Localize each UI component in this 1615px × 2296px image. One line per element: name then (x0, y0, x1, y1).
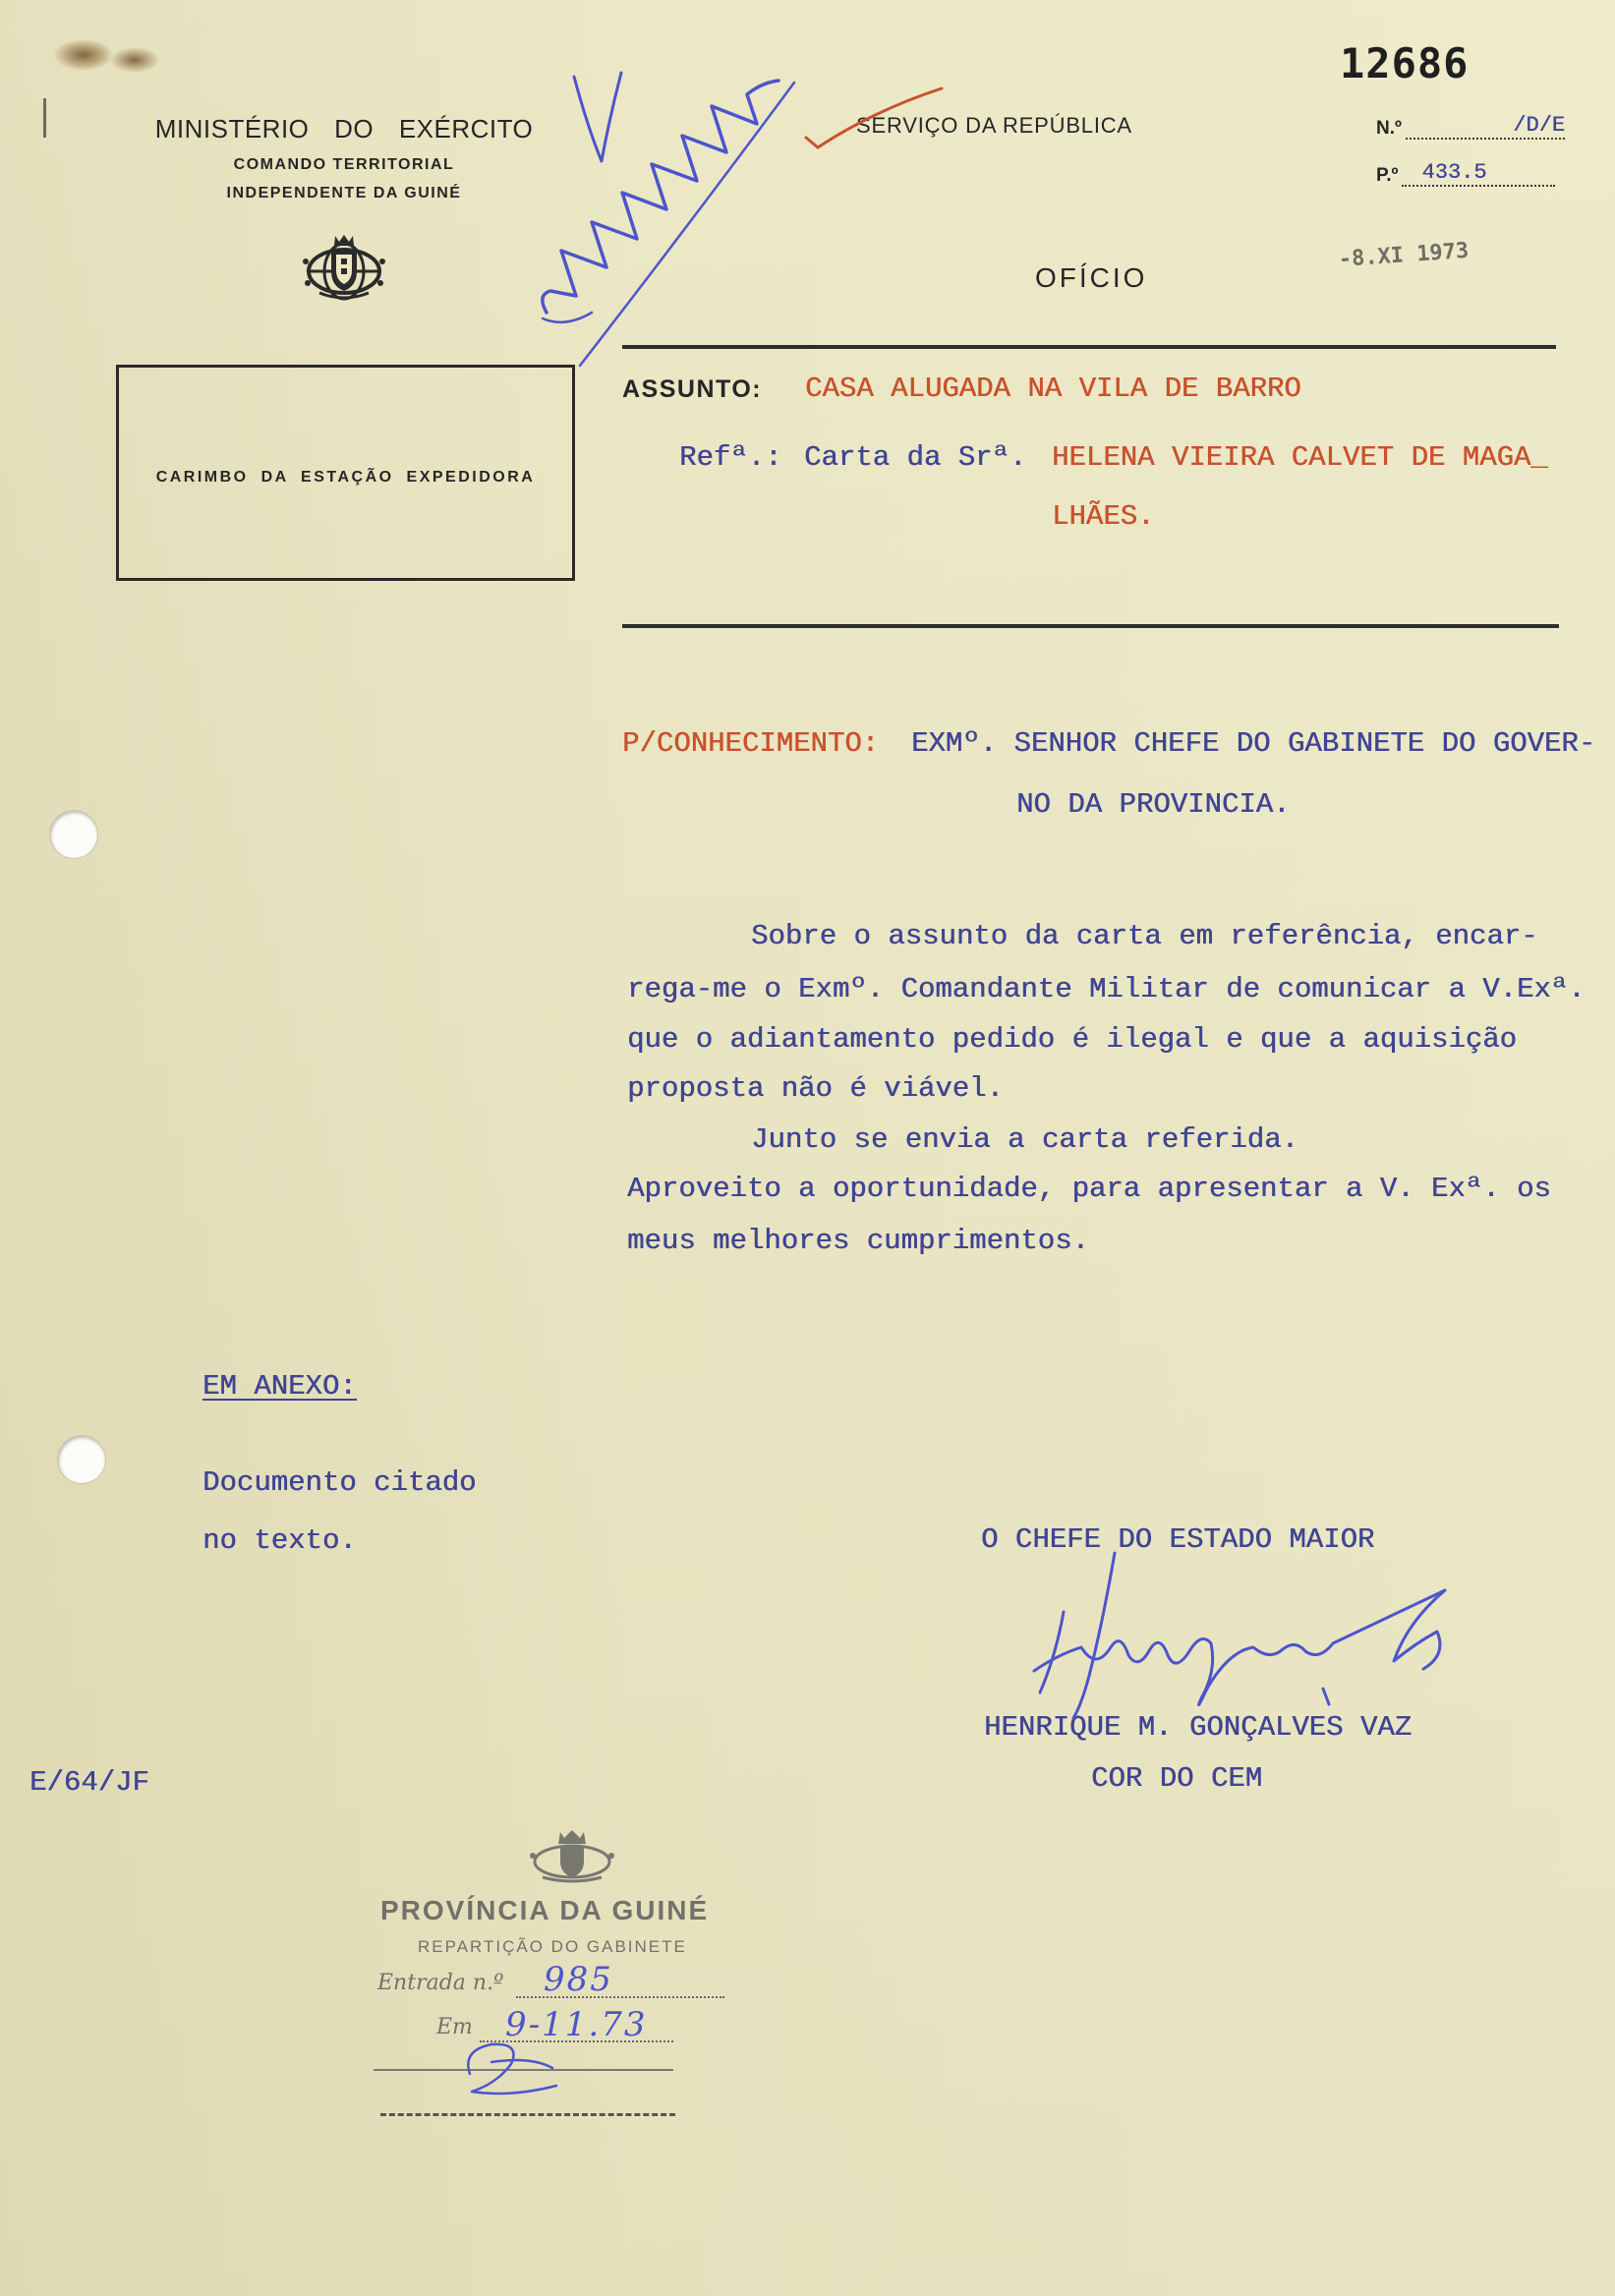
registration-number: 12686 (1340, 39, 1470, 87)
signatory-rank: COR DO CEM (1091, 1762, 1263, 1795)
stamp-rule (380, 2113, 675, 2116)
document-type: OFÍCIO (1035, 262, 1148, 293)
approval-checkmark (574, 73, 621, 161)
annex-line: Documento citado (202, 1466, 477, 1499)
body-line: Junto se envia a carta referida. (751, 1123, 1298, 1156)
stamp-date-value: 9-11.73 (505, 2005, 648, 2044)
coat-of-arms-icon (300, 232, 388, 301)
process-value: 433.5 (1421, 160, 1487, 185)
signatory-name: HENRIQUE M. GONÇALVES VAZ (984, 1711, 1413, 1744)
stamp-department: REPARTIÇÃO DO GABINETE (418, 1937, 687, 1956)
for-knowledge-line-2: NO DA PROVINCIA. (1016, 788, 1291, 821)
subject-label: ASSUNTO: (622, 375, 763, 403)
command-line-1: COMANDO TERRITORIAL (233, 156, 455, 173)
number-leader (1406, 110, 1565, 140)
stamp-entry-label: Entrada n.º (377, 1971, 504, 1995)
punch-hole (58, 1436, 105, 1483)
process-label: P.º (1376, 165, 1399, 186)
body-line: proposta não é viável. (627, 1072, 1004, 1105)
ministry-title: MINISTÉRIO DO EXÉRCITO (154, 114, 534, 144)
for-knowledge-line-1: EXMº. SENHOR CHEFE DO GABINETE DO GOVER- (911, 727, 1596, 760)
paper-stain (54, 39, 113, 71)
reference-text: Carta da Srª. (804, 441, 1027, 474)
sender-stamp-label: CARIMBO DA ESTAÇÃO EXPEDIDORA (155, 469, 536, 486)
body-line: rega-me o Exmº. Comandante Militar de comunicar a V.Exª. (627, 973, 1586, 1005)
bottom-rule (622, 624, 1559, 628)
reference-label: Refª.: (679, 441, 782, 474)
edge-mark (43, 98, 46, 138)
number-label: N.º (1376, 118, 1402, 139)
body-line: meus melhores cumprimentos. (627, 1225, 1089, 1257)
chief-signature (1034, 1553, 1445, 1718)
stamp-date-label: Em (436, 2015, 473, 2039)
number-value: /D/E (1513, 113, 1565, 138)
command-line-2: INDEPENDENTE DA GUINÉ (226, 185, 462, 201)
approval-signature (543, 81, 779, 313)
coat-of-arms-icon (527, 1828, 617, 1883)
body-line: que o adiantamento pedido é ilegal e que a aquisição (627, 1023, 1517, 1056)
reference-name-line-1: HELENA VIEIRA CALVET DE MAGA_ (1052, 441, 1548, 474)
paper-stain (110, 47, 159, 73)
stamp-rule (374, 2069, 673, 2071)
top-rule (622, 345, 1556, 349)
process-field (1376, 157, 1555, 187)
body-line: Aproveito a oportunidade, para apresentar a V. Exª. os (627, 1173, 1551, 1205)
sender-stamp-box (116, 365, 575, 581)
annex-label: EM ANEXO: (202, 1370, 357, 1403)
annex-line: no texto. (202, 1524, 357, 1557)
service-title: SERVIÇO DA REPÚBLICA (856, 113, 1132, 138)
reference-name-line-2: LHÃES. (1052, 500, 1155, 533)
process-leader (1402, 157, 1555, 187)
number-field (1376, 110, 1565, 140)
reference-code: E/64/JF (29, 1766, 149, 1799)
stamp-province: PROVÍNCIA DA GUINÉ (380, 1895, 710, 1925)
approval-stroke (543, 83, 794, 366)
punch-hole (50, 811, 97, 858)
stamp-entry-number: 985 (544, 1960, 613, 1999)
signatory-title: O CHEFE DO ESTADO MAIOR (981, 1523, 1375, 1556)
for-knowledge-label: P/CONHECIMENTO: (622, 727, 880, 760)
date-stamp: -8.XI 1973 (1338, 238, 1470, 272)
subject-value: CASA ALUGADA NA VILA DE BARRO (805, 373, 1301, 405)
body-line: Sobre o assunto da carta em referência, encar- (751, 920, 1538, 952)
